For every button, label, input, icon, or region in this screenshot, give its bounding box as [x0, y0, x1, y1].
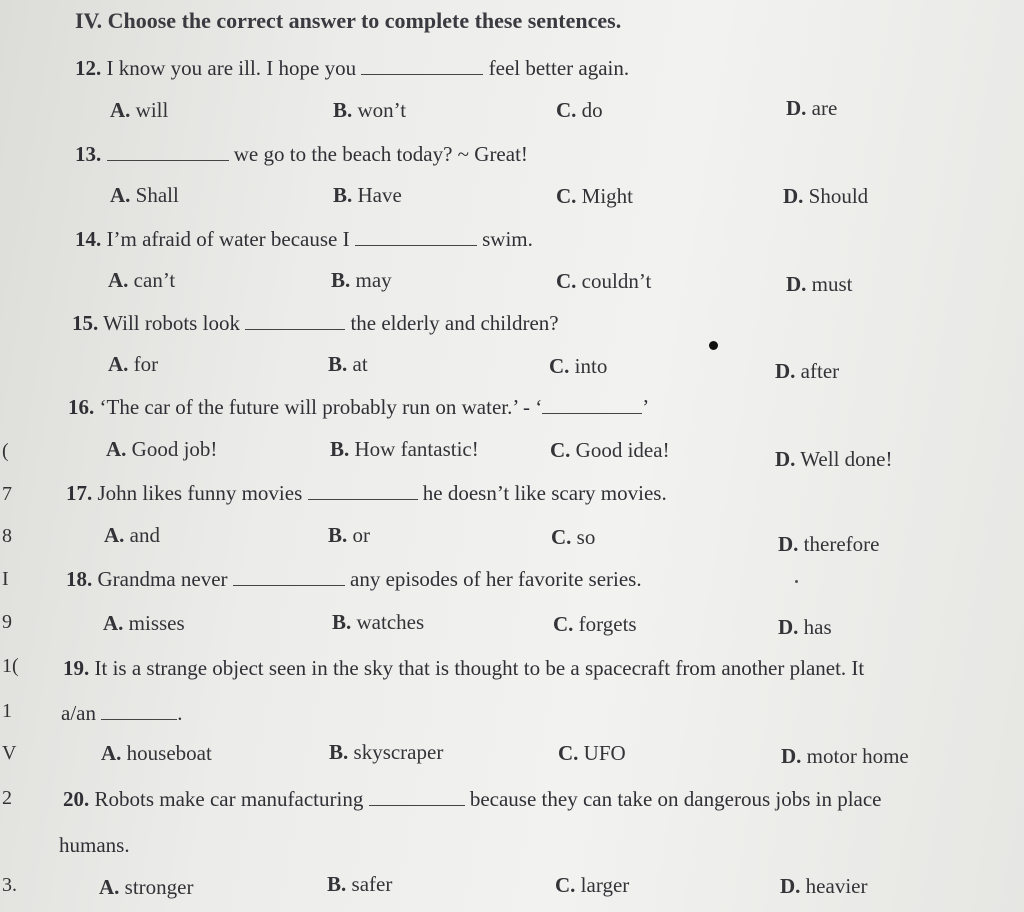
question-text: because they can take on dangerous jobs in place	[469, 787, 882, 811]
option-b[interactable]: B. at	[328, 352, 368, 376]
option-a[interactable]: A. and	[104, 523, 160, 547]
question-text: a/an	[61, 701, 96, 725]
option-d[interactable]: D. motor home	[781, 744, 909, 768]
question-13: 13. we go to the beach today? ~ Great!	[75, 142, 528, 166]
option-a[interactable]: A. for	[108, 352, 159, 376]
question-12: 12. I know you are ill. I hope you feel better again.	[75, 56, 630, 80]
option-a[interactable]: A. stronger	[99, 875, 194, 899]
margin-mark: 7	[2, 483, 12, 505]
option-b[interactable]: B. Have	[333, 183, 402, 207]
question-text: humans.	[59, 833, 130, 857]
option-a[interactable]: A. misses	[103, 611, 185, 635]
question-19-line-2: a/an .	[61, 701, 183, 725]
option-c[interactable]: C. into	[549, 354, 608, 378]
option-b[interactable]: B. may	[331, 268, 392, 292]
option-a[interactable]: A. houseboat	[101, 741, 212, 765]
option-d[interactable]: D. are	[786, 96, 838, 120]
question-19: 19. It is a strange object seen in the sky that is thought to be a spacecraft from another planet. It	[63, 656, 865, 680]
question-18: 18. Grandma never any episodes of her favorite series.	[66, 567, 642, 591]
option-c[interactable]: C. couldn’t	[556, 269, 652, 293]
answer-blank[interactable]	[245, 311, 345, 330]
margin-mark: 8	[2, 525, 12, 547]
question-15: 15. Will robots look the elderly and children?	[72, 311, 559, 335]
question-20: 20. Robots make car manufacturing because they can take on dangerous jobs in place	[63, 787, 882, 811]
option-a[interactable]: A. Good job!	[106, 437, 218, 461]
option-b[interactable]: B. skyscraper	[329, 740, 444, 764]
option-b[interactable]: B. watches	[332, 610, 425, 634]
option-a[interactable]: A. will	[110, 98, 169, 122]
answer-blank[interactable]	[542, 395, 642, 414]
margin-mark: V	[2, 742, 17, 764]
option-d[interactable]: D. must	[786, 272, 853, 296]
margin-mark: I	[2, 568, 9, 590]
question-14: 14. I’m afraid of water because I swim.	[75, 227, 533, 251]
question-text: swim.	[482, 227, 533, 251]
margin-mark: 1(	[2, 655, 19, 677]
question-text: ‘The car of the future will probably run on water.’ - ‘	[99, 395, 543, 419]
margin-mark: 3.	[2, 874, 17, 896]
option-c[interactable]: C. larger	[555, 873, 630, 897]
question-text: Robots make car manufacturing	[94, 787, 364, 811]
option-b[interactable]: B. How fantastic!	[330, 437, 479, 461]
answer-blank[interactable]	[369, 787, 465, 806]
margin-mark: (	[2, 440, 9, 462]
answer-blank[interactable]	[308, 481, 418, 500]
option-d[interactable]: D. Should	[783, 184, 869, 208]
question-text: we go to the beach today? ~ Great!	[233, 142, 528, 166]
option-b[interactable]: B. or	[328, 523, 371, 547]
question-text: any episodes of her favorite series.	[350, 567, 642, 591]
question-text: It is a strange object seen in the sky that is thought to be a spacecraft from another planet. It	[94, 656, 865, 680]
option-b[interactable]: B. won’t	[333, 98, 407, 122]
option-c[interactable]: C. forgets	[553, 612, 637, 636]
answer-blank[interactable]	[101, 701, 177, 720]
option-d[interactable]: D. has	[778, 615, 832, 639]
ink-spot	[709, 341, 718, 350]
ink-speck	[795, 580, 798, 583]
margin-mark: 9	[2, 611, 12, 633]
question-text: Grandma never	[97, 567, 228, 591]
question-17: 17. John likes funny movies he doesn’t like scary movies.	[66, 481, 667, 505]
option-d[interactable]: D. heavier	[780, 874, 868, 898]
option-d[interactable]: D. Well done!	[775, 447, 893, 471]
question-16: 16. ‘The car of the future will probably run on water.’ - ‘ ’	[68, 395, 650, 419]
question-text: Will robots look	[103, 311, 240, 335]
option-c[interactable]: C. UFO	[558, 741, 626, 765]
option-c[interactable]: C. Might	[556, 184, 634, 208]
question-text: I’m afraid of water because I	[106, 227, 350, 251]
question-text: ’	[642, 395, 650, 419]
option-a[interactable]: A. Shall	[110, 183, 179, 207]
option-d[interactable]: D. therefore	[778, 532, 880, 556]
option-c[interactable]: C. so	[551, 525, 596, 549]
answer-blank[interactable]	[233, 567, 345, 586]
question-20-line-2	[59, 833, 130, 858]
margin-mark: 2	[2, 787, 12, 809]
section-heading: IV. Choose the correct answer to complete these sentences.	[75, 8, 622, 33]
question-text: the elderly and children?	[350, 311, 559, 335]
option-b[interactable]: B. safer	[327, 872, 393, 896]
question-text: I know you are ill. I hope you	[106, 56, 357, 80]
answer-blank[interactable]	[107, 142, 229, 161]
answer-blank[interactable]	[361, 56, 483, 75]
option-a[interactable]: A. can’t	[108, 268, 176, 292]
question-text: feel better again.	[488, 56, 630, 80]
option-d[interactable]: D. after	[775, 359, 840, 383]
question-text: he doesn’t like scary movies.	[422, 481, 667, 505]
option-c[interactable]: C. Good idea!	[550, 438, 670, 462]
option-c[interactable]: C. do	[556, 98, 603, 122]
margin-mark: 1	[2, 700, 12, 722]
answer-blank[interactable]	[355, 227, 477, 246]
question-text: John likes funny movies	[97, 481, 303, 505]
